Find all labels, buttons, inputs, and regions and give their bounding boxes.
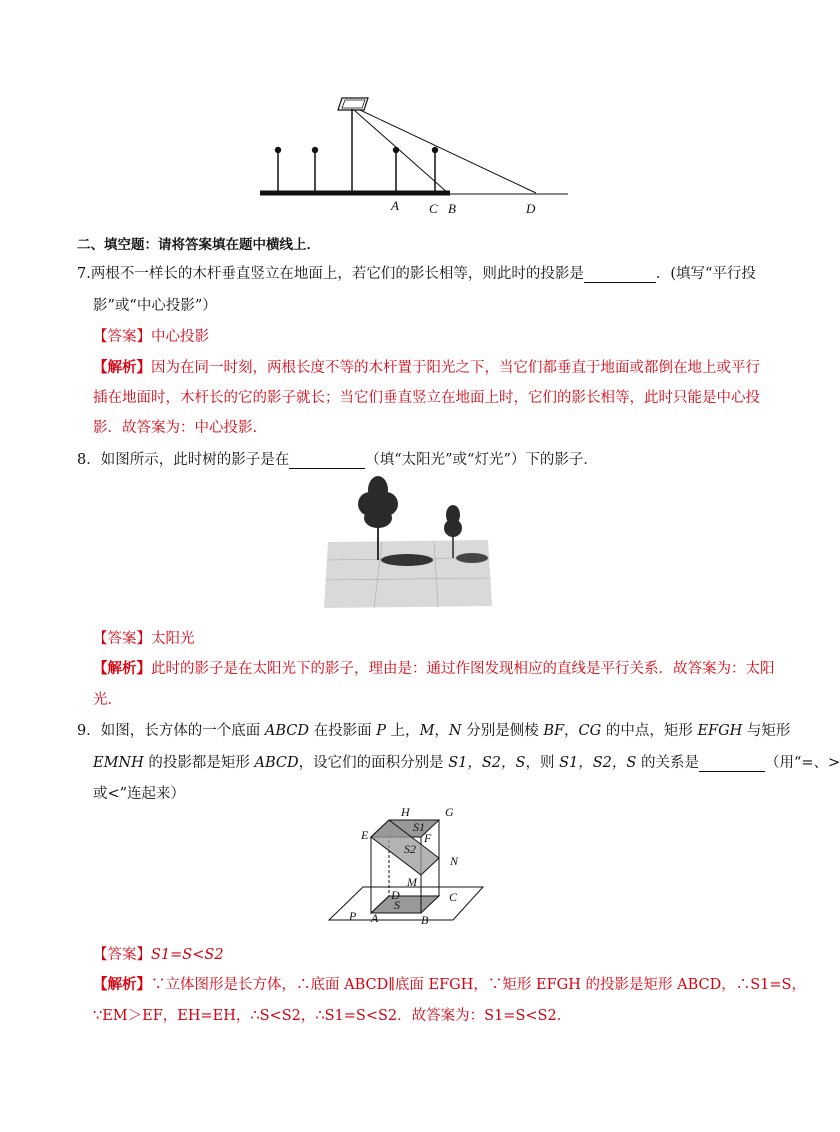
vertex-label-g: G xyxy=(445,805,454,819)
tree-shadow-figure xyxy=(322,470,494,610)
cuboid-projection-figure xyxy=(325,803,490,928)
q8-answer-blank[interactable] xyxy=(289,452,365,469)
vertex-label-h: H xyxy=(401,805,410,819)
q8-analysis-line1: 【解析】此时的影子是在太阳光下的影子，理由是：通过作图发现相应的直线是平行关系．故答案为：太阳 xyxy=(93,660,775,677)
q7-answer-blank[interactable] xyxy=(584,266,656,283)
q7-analysis-line1: 【解析】因为在同一时刻，两根长度不等的木杆置于阳光之下，当它们都垂直于地面或都倒在地上或平行 xyxy=(93,359,760,376)
vertex-label-m: M xyxy=(407,875,417,889)
q8-answer: 【答案】太阳光 xyxy=(93,631,195,647)
q7-answer: 【答案】中心投影 xyxy=(93,329,209,345)
point-label-a: A xyxy=(391,198,399,213)
area-label-s1: S1 xyxy=(413,820,425,834)
q9-analysis-line2: ∵EM＞EF，EH=EH，∴S<S2，∴S1=S<S2．故答案为：S1=S<S2． xyxy=(93,1008,572,1024)
vertex-label-n: N xyxy=(450,854,459,868)
vertex-label-c: C xyxy=(449,890,458,904)
vertex-label-a: A xyxy=(371,911,379,925)
q7-stem-line1: 7.两根不一样长的木杆垂直竖立在地面上，若它们的影长相等，则此时的投影是 ．(填写“平行投 xyxy=(77,266,756,282)
q9-number: 9． xyxy=(77,723,101,739)
q9-answer-blank[interactable] xyxy=(699,755,765,772)
q9-answer: 【答案】S1=S<S2 xyxy=(93,947,224,963)
q8-analysis-line2: 光． xyxy=(93,692,122,708)
q9-analysis-line1: 【解析】∵立体图形是长方体，∴底面 ABCD∥底面 EFGH，∵矩形 EFGH 的投影是矩形 ABCD，∴S1=S， xyxy=(93,976,806,993)
point-label-b: B xyxy=(448,201,456,216)
plane-label-p: P xyxy=(349,909,357,923)
q9-stem-line2: EMNH 的投影都是矩形 ABCD，设它们的面积分别是 S1，S2，S，则 S1，S2，S 的关系是 （用“=、> xyxy=(93,755,840,771)
lamp-shadow-figure xyxy=(250,92,580,220)
vertex-label-e: E xyxy=(361,828,369,842)
section-heading: 二、填空题：请将答案填在题中横线上． xyxy=(77,237,320,253)
q7-analysis-line2: 插在地面时，木杆长的它的影子就长；当它们垂直竖立在地面上时，它们的影长相等，此时只能是中心投 xyxy=(93,390,760,406)
area-label-s: S xyxy=(394,898,400,912)
q7-stem-line2: 影”或“中心投影”） xyxy=(93,298,217,314)
point-label-c: C xyxy=(429,201,438,216)
q9-stem-line1: 9．如图，长方体的一个底面 ABCD 在投影面 P 上，M，N 分别是侧棱 BF，CG 的中点，矩形 EFGH 与矩形 xyxy=(77,723,791,739)
q9-stem-line3: 或<”连起来） xyxy=(93,786,186,802)
q8-number: 8． xyxy=(77,452,101,468)
q8-stem: 8．如图所示，此时树的影子是在 （填“太阳光”或“灯光”）下的影子． xyxy=(77,452,598,468)
vertex-label-d: D xyxy=(391,888,400,902)
vertex-label-f: F xyxy=(424,831,432,845)
q7-number: 7. xyxy=(77,266,91,282)
vertex-label-b: B xyxy=(421,913,429,927)
area-label-s2: S2 xyxy=(404,842,416,856)
q7-analysis-line3: 影．故答案为：中心投影. xyxy=(93,420,258,436)
point-label-d: D xyxy=(526,201,536,216)
